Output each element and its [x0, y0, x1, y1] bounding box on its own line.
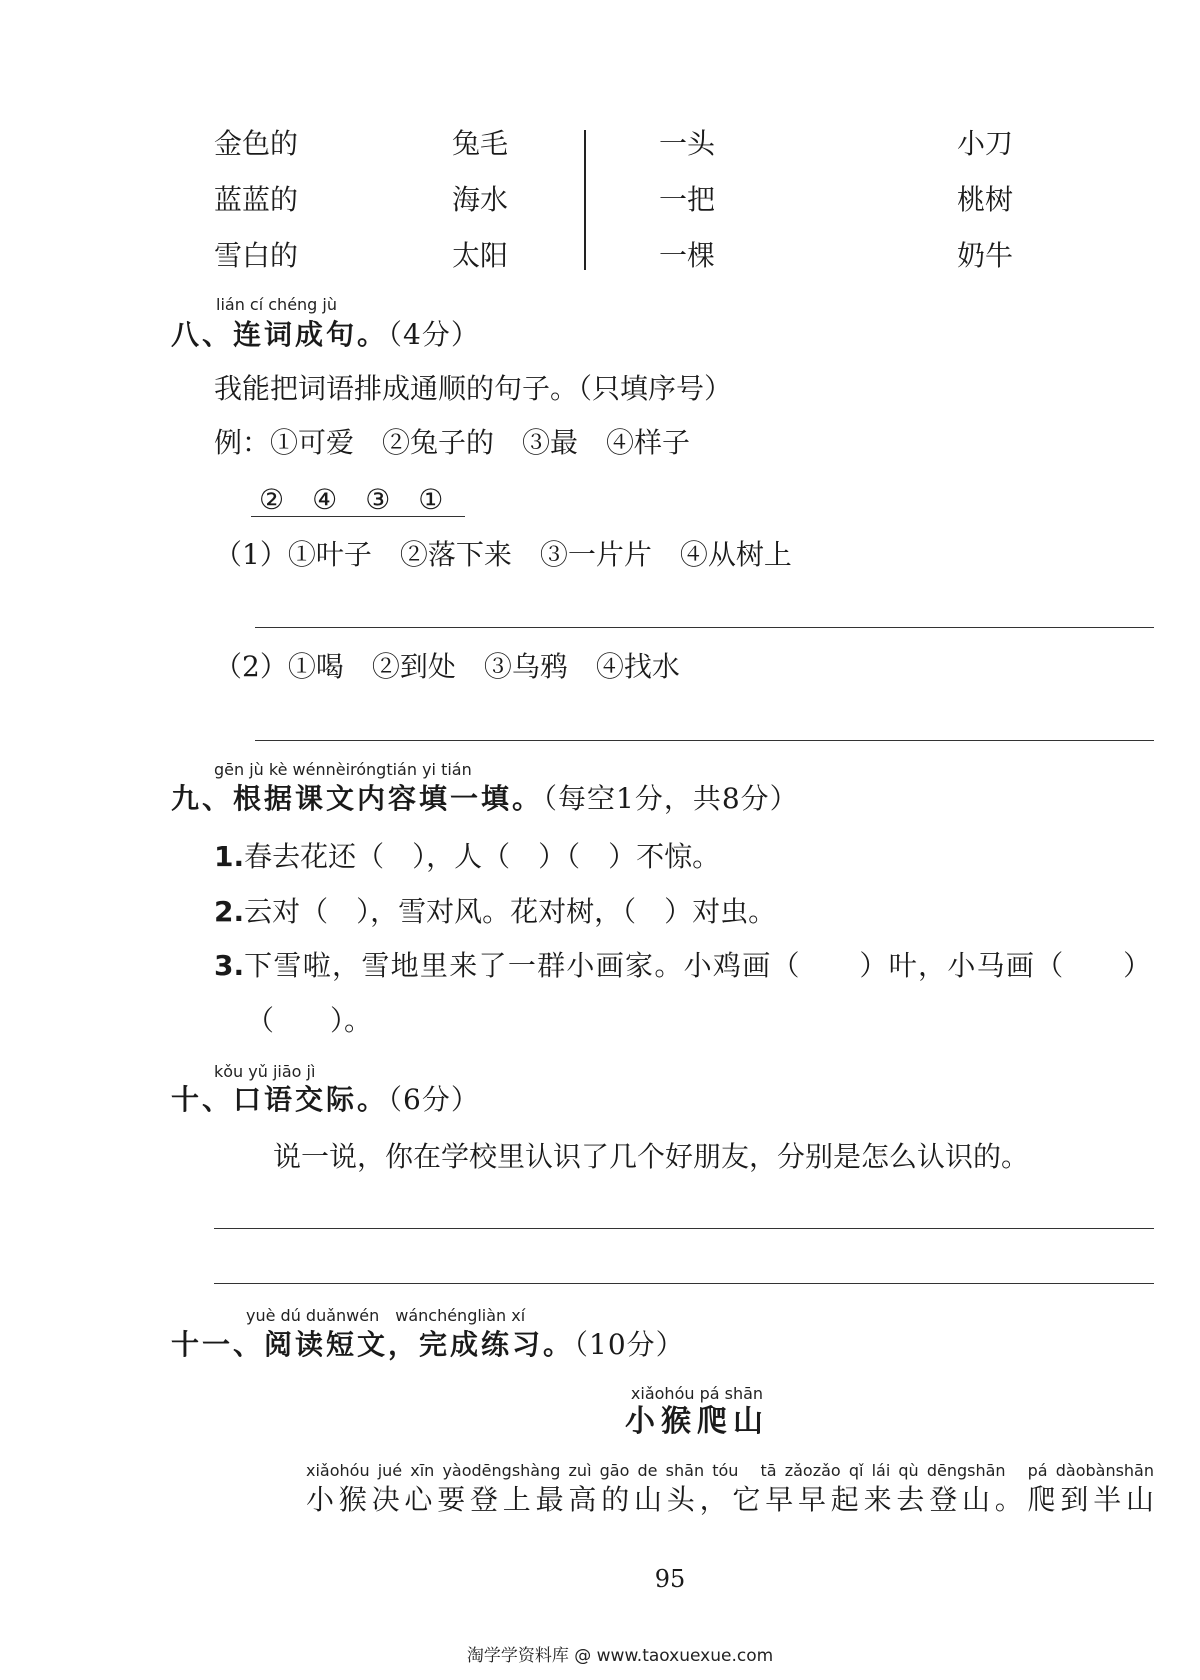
answer-line [255, 740, 1154, 741]
answer-line [255, 627, 1154, 628]
fill-question-3-continued: （ ）。 [246, 1004, 373, 1037]
noun-item: 桃树 [957, 183, 1014, 216]
section-title: 八、连词成句。 [171, 318, 389, 351]
section-heading [171, 1329, 685, 1361]
question-1: （1）①叶子 ②落下来 ③一片片 ④从树上 [214, 538, 792, 571]
section-heading [171, 319, 480, 351]
instruction-text: 我能把词语排成通顺的句子。（只填序号） [214, 372, 733, 405]
section-title: 十一、阅读短文，完成练习。 [171, 1328, 575, 1361]
question-2: （2）①喝 ②到处 ③乌鸦 ④找水 [214, 650, 680, 683]
adjective-item: 金色的 [214, 127, 299, 160]
fill-question-1 [214, 841, 720, 873]
question-number: 3. [214, 949, 245, 982]
section-heading [171, 783, 799, 815]
section-pinyin: gēn jù kè wénnèiróngtián yi tián [214, 760, 472, 779]
measure-word-item: 一棵 [659, 239, 716, 272]
answer-line [214, 1283, 1154, 1284]
fill-question-2 [214, 896, 776, 928]
section-pinyin: kǒu yǔ jiāo jì [214, 1062, 316, 1081]
section-score: （每空1分，共8分） [543, 782, 799, 815]
section-title: 十、口语交际。 [171, 1083, 389, 1116]
passage-line-pinyin: xiǎohóu jué xīn yàodēngshàng zuì gāo de shān tóu tā zǎozǎo qǐ lái qù dēngshān pá dàobànshān [306, 1461, 1154, 1480]
section-score: （6分） [388, 1083, 480, 1116]
example-answer: ② ④ ③ ① [259, 483, 444, 516]
page-number: 95 [654, 1565, 686, 1593]
section-heading [171, 1084, 480, 1116]
question-text: 云对（ ），雪对风。花对树，（ ）对虫。 [244, 895, 777, 928]
footer-watermark: 淘学学资料库 @ www.taoxuexue.com [466, 1646, 774, 1666]
noun-item: 海水 [452, 183, 509, 216]
passage-title-pinyin: xiǎohóu pá shān [630, 1384, 764, 1403]
answer-line [214, 1228, 1154, 1229]
noun-item: 太阳 [452, 239, 509, 272]
section-title: 九、根据课文内容填一填。 [171, 782, 544, 815]
question-text: 下雪啦，雪地里来了一群小画家。小鸡画（ ）叶，小马画（ ） [244, 949, 1153, 982]
prompt-text: 说一说，你在学校里认识了几个好朋友，分别是怎么认识的。 [273, 1140, 1030, 1173]
question-number: 1. [214, 840, 245, 873]
measure-word-item: 一把 [659, 183, 716, 216]
measure-word-item: 一头 [659, 127, 716, 160]
section-score: （4分） [388, 318, 480, 351]
adjective-item: 蓝蓝的 [214, 183, 299, 216]
noun-item: 奶牛 [957, 239, 1014, 272]
question-text: 春去花还（ ），人（ ）（ ）不惊。 [244, 840, 721, 873]
fill-question-3 [214, 950, 1154, 982]
adjective-item: 雪白的 [214, 239, 299, 272]
question-number: 2. [214, 895, 245, 928]
section-pinyin: yuè dú duǎnwén wánchéngliàn xí [246, 1306, 526, 1325]
example-text: 例：①可爱 ②兔子的 ③最 ④样子 [214, 426, 691, 459]
section-score: （10分） [574, 1328, 685, 1361]
passage-title: 小猴爬山 [625, 1404, 769, 1439]
example-answer-underline [251, 516, 465, 517]
noun-item: 兔毛 [452, 127, 509, 160]
passage-line: 小猴决心要登上最高的山头，它早早起来去登山。爬到半山 [306, 1484, 1154, 1516]
column-divider [584, 130, 586, 270]
noun-item: 小刀 [957, 127, 1014, 160]
section-pinyin: lián cí chéng jù [216, 295, 337, 314]
